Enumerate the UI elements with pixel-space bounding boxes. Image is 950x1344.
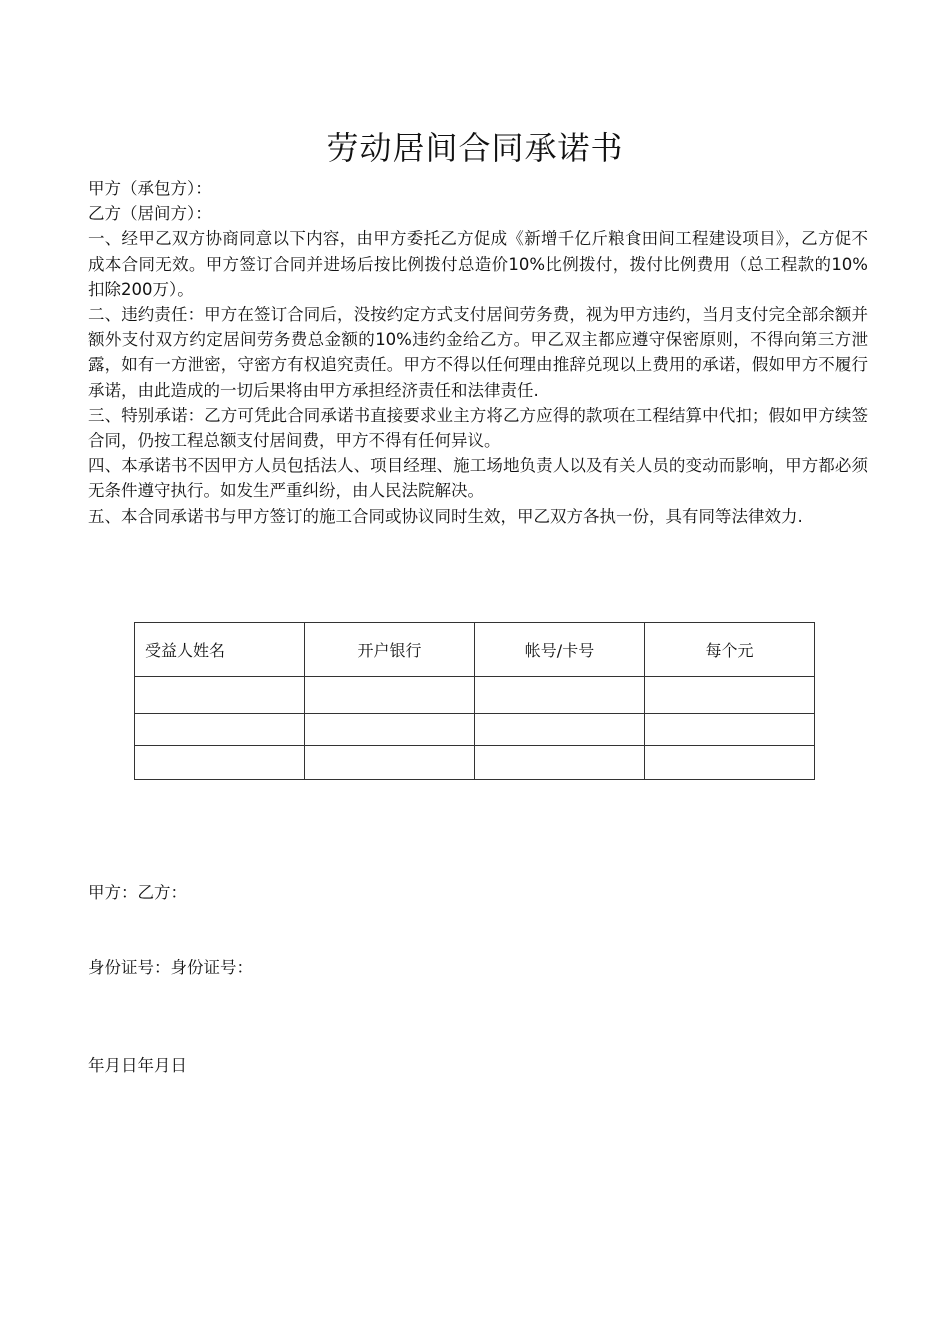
clause-5: 五、本合同承诺书与甲方签订的施工合同或协议同时生效，甲乙双方各执一份，具有同等法律效力. xyxy=(88,506,803,526)
party-b-line: 乙方（居间方）： xyxy=(88,204,212,224)
table-row xyxy=(135,714,815,746)
header-account-number: 帐号/卡号 xyxy=(475,623,645,677)
table-cell xyxy=(645,714,815,746)
table-row xyxy=(135,746,815,780)
table-cell xyxy=(475,677,645,714)
document-title: 劳动居间合同承诺书 xyxy=(326,129,624,167)
clause-3: 三、特别承诺：乙方可凭此合同承诺书直接要求业主方将乙方应得的款项在工程结算中代扣；假如甲方续签合同，仍按工程总额支付居间费，甲方不得有任何异议。 xyxy=(88,405,868,451)
table-cell xyxy=(645,746,815,780)
header-bank: 开户银行 xyxy=(305,623,475,677)
table-cell xyxy=(305,746,475,780)
table-cell xyxy=(305,677,475,714)
party-a-line: 甲方（承包方）： xyxy=(88,179,212,198)
table-cell xyxy=(135,714,305,746)
table-cell xyxy=(135,677,305,714)
clause-4: 四、本承诺书不因甲方人员包括法人、项目经理、施工场地负责人以及有关人员的变动而影响，甲方都必须无条件遵守执行。如发生严重纠纷，由人民法院解决。 xyxy=(88,456,868,501)
table-header-row xyxy=(135,623,815,677)
signature-id-numbers: 身份证号：身份证号： xyxy=(88,958,253,977)
beneficiary-table xyxy=(134,622,815,780)
header-beneficiary-name: 受益人姓名 xyxy=(135,623,305,677)
header-amount: 每个元 xyxy=(645,623,815,677)
table-cell xyxy=(305,714,475,746)
table-cell xyxy=(475,746,645,780)
clause-1: 一、经甲乙双方协商同意以下内容，由甲方委托乙方促成《新增千亿斤粮食田间工程建设项目》，乙方促不成本合同无效。甲方签订合同并进场后按比例拨付总造价10%比例拨付，拨付比例费用（总工程款的10%扣除200万）。 xyxy=(88,229,868,299)
table-cell xyxy=(475,714,645,746)
clause-2: 二、违约责任：甲方在签订合同后，没按约定方式支付居间劳务费，视为甲方违约，当月支付完全部余额并额外支付双方约定居间劳务费总金额的10%违约金给乙方。甲乙双主都应遵守保密原则，不得向第三方泄露，如有一方泄密，守密方有权追究责任。甲方不得以任何理由推辞兑现以上费用的承诺，假如甲方不履行承诺，由此造成的一切后果将由甲方承担经济责任和法律责任. xyxy=(88,305,868,400)
signature-parties: 甲方：乙方： xyxy=(88,883,187,902)
signature-dates: 年月日年月日 xyxy=(88,1056,187,1075)
table-cell xyxy=(645,677,815,714)
table-row xyxy=(135,677,815,714)
contract-body xyxy=(88,176,868,529)
table-cell xyxy=(135,746,305,780)
